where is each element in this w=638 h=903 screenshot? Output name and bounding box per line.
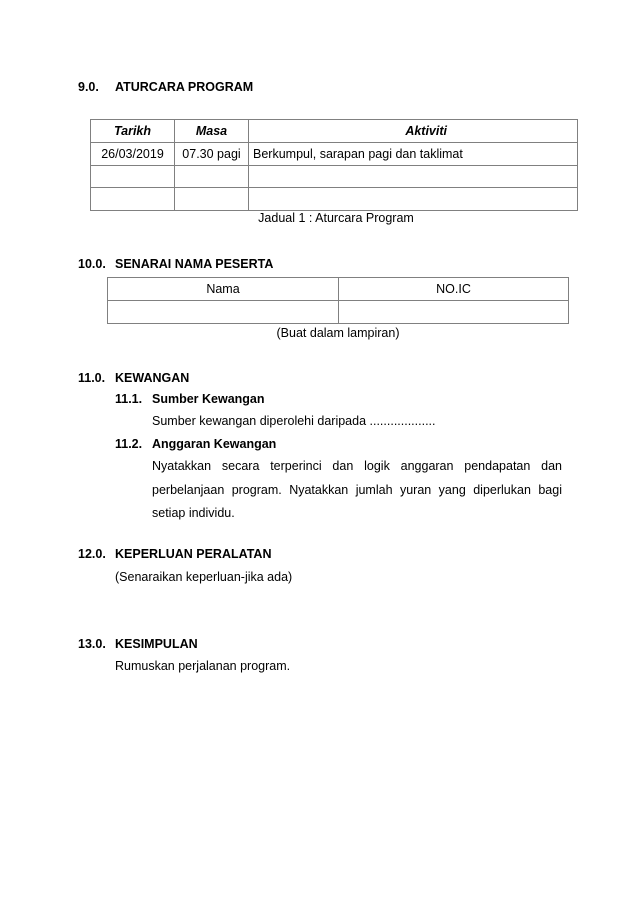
program-schedule-table bbox=[90, 119, 578, 211]
equipment-text: (Senaraikan keperluan-jika ada) bbox=[115, 570, 293, 584]
budget-text-line-2: perbelanjaan program. Nyatakkan jumlah yuran yang diperlukan bagi bbox=[152, 483, 562, 497]
section-9-title: ATURCARA PROGRAM bbox=[115, 80, 254, 94]
header-masa: Masa bbox=[175, 120, 249, 143]
budget-text-line-1: Nyatakkan secara terperinci dan logik anggaran pendapatan dan bbox=[152, 459, 562, 473]
header-noic: NO.IC bbox=[339, 278, 569, 301]
section-10-title: SENARAI NAMA PESERTA bbox=[115, 257, 274, 271]
section-10-number: 10.0. bbox=[78, 257, 106, 271]
section-12-title: KEPERLUAN PERALATAN bbox=[115, 547, 272, 561]
cell-tarikh bbox=[91, 188, 175, 211]
cell-tarikh bbox=[91, 166, 175, 188]
table-row bbox=[108, 301, 569, 324]
cell-tarikh: 26/03/2019 bbox=[91, 143, 175, 166]
subsection-11-1-title: Sumber Kewangan bbox=[152, 392, 265, 406]
table-header-row bbox=[108, 278, 569, 301]
table-caption: Jadual 1 : Aturcara Program bbox=[258, 211, 414, 225]
header-nama: Nama bbox=[108, 278, 339, 301]
budget-text-line-3: setiap individu. bbox=[152, 506, 235, 520]
conclusion-text: Rumuskan perjalanan program. bbox=[115, 659, 291, 673]
table-row bbox=[91, 143, 578, 166]
cell-aktiviti bbox=[249, 188, 578, 211]
section-13-title: KESIMPULAN bbox=[115, 637, 198, 651]
table-row bbox=[91, 166, 578, 188]
subsection-11-2-title: Anggaran Kewangan bbox=[152, 437, 277, 451]
cell-aktiviti: Berkumpul, sarapan pagi dan taklimat bbox=[249, 143, 578, 166]
table-header-row bbox=[91, 120, 578, 143]
cell-aktiviti bbox=[249, 166, 578, 188]
table-row bbox=[91, 188, 578, 211]
section-11-number: 11.0. bbox=[78, 371, 106, 385]
cell-noic bbox=[339, 301, 569, 324]
section-13-number: 13.0. bbox=[78, 637, 106, 651]
section-11-title: KEWANGAN bbox=[115, 371, 190, 385]
header-tarikh: Tarikh bbox=[91, 120, 175, 143]
participant-list-table bbox=[107, 277, 569, 324]
header-aktiviti: Aktiviti bbox=[249, 120, 578, 143]
cell-masa bbox=[175, 166, 249, 188]
subsection-11-2-number: 11.2. bbox=[115, 437, 143, 451]
cell-nama bbox=[108, 301, 339, 324]
cell-masa bbox=[175, 188, 249, 211]
section-12-number: 12.0. bbox=[78, 547, 106, 561]
subsection-11-1-number: 11.1. bbox=[115, 392, 143, 406]
attachment-note: (Buat dalam lampiran) bbox=[276, 326, 400, 340]
funding-source-text: Sumber kewangan diperolehi daripada ................... bbox=[152, 414, 436, 428]
section-9-number: 9.0. bbox=[78, 80, 99, 94]
cell-masa: 07.30 pagi bbox=[175, 143, 249, 166]
